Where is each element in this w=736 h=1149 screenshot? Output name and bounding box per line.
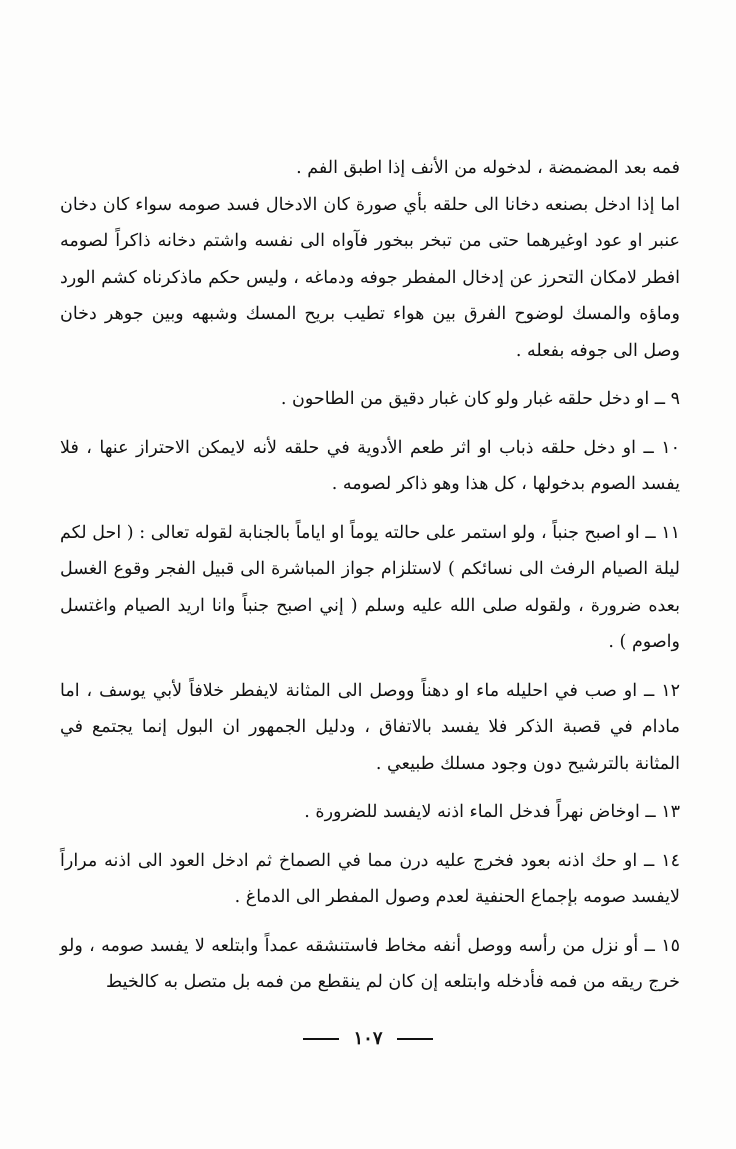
paragraph-item-10: ١٠ ــ او دخل حلقه ذباب او اثر طعم الأدوية في حلقه لأنه لايمكن الاحتراز عنها ، فلا يفسد الصوم بدخولها ، كل هذا وهو ذاكر لصومه . (60, 437, 680, 494)
paragraph-item-15: ١٥ ــ أو نزل من رأسه ووصل أنفه مخاط فاستنشقه عمداً وابتلعه لا يفسد صومه ، ولو خرج ريقه من فمه فأدخله وابتلعه إن كان لم ينقطع من فمه بل متصل به كالخيط (60, 935, 680, 992)
paragraph-continuation: فمه بعد المضمضة ، لدخوله من الأنف إذا اطبق الفم . (296, 158, 680, 178)
paragraph-item-9: ٩ ــ او دخل حلقه غبار ولو كان غبار دقيق من الطاحون . (280, 389, 680, 409)
paragraph-item-13: ١٣ ــ اوخاض نهراً فدخل الماء اذنه لايفسد للضرورة . (304, 802, 680, 822)
page-number-footer (0, 1028, 736, 1049)
paragraph-item-14: ١٤ ــ او حك اذنه بعود فخرج عليه درن مما في الصماخ ثم ادخل العود الى اذنه مراراً لايفسد صومه بإجماع الحنفية لعدم وصول المفطر الى الدماغ . (60, 850, 680, 907)
page-number-dash-right (397, 1038, 433, 1040)
paragraph-item-11: ١١ ــ او اصبح جنباً ، ولو استمر على حالته يوماً او اياماً بالجنابة لقوله تعالى : ( احل لكم ليلة الصيام الرفث الى نسائكم ) لاستلزام جواز المباشرة الى قبيل الفجر وقوع الغسل بعده ضرورة ، ولقوله صلى الله عليه وسلم ( إني اصبح جنباً وانا اريد الصيام واغتسل واصوم ) . (60, 522, 680, 652)
body-text (60, 150, 680, 1001)
paragraph-smoke-intake: اما إذا ادخل بصنعه دخانا الى حلقه بأي صورة كان الادخال فسد صومه سواء كان دخان عنبر او عود اوغيرهما حتى من تبخر ببخور فآواه الى نفسه واشتم دخانه ذاكراً لصومه افطر لامكان التحرز عن إدخال المفطر جوفه ودماغه ، وليس حكم ماذكرناه كشم الورد وماؤه والمسك لوضوح الفرق بين هواء تطيب بريح المسك وشبهه وبين جوهر دخان وصل الى جوفه بفعله . (60, 194, 680, 361)
page-number: ١٠٧ (353, 1028, 383, 1049)
page-number-dash-left (303, 1038, 339, 1040)
paragraph-item-12: ١٢ ــ او صب في احليله ماء او دهناً ووصل الى المثانة لايفطر خلافاً لأبي يوسف ، اما مادام في قصبة الذكر فلا يفسد بالاتفاق ، ودليل الجمهور ان البول إنما يجتمع في المثانة بالترشيح دون وجود مسلك طبيعي . (60, 680, 680, 774)
